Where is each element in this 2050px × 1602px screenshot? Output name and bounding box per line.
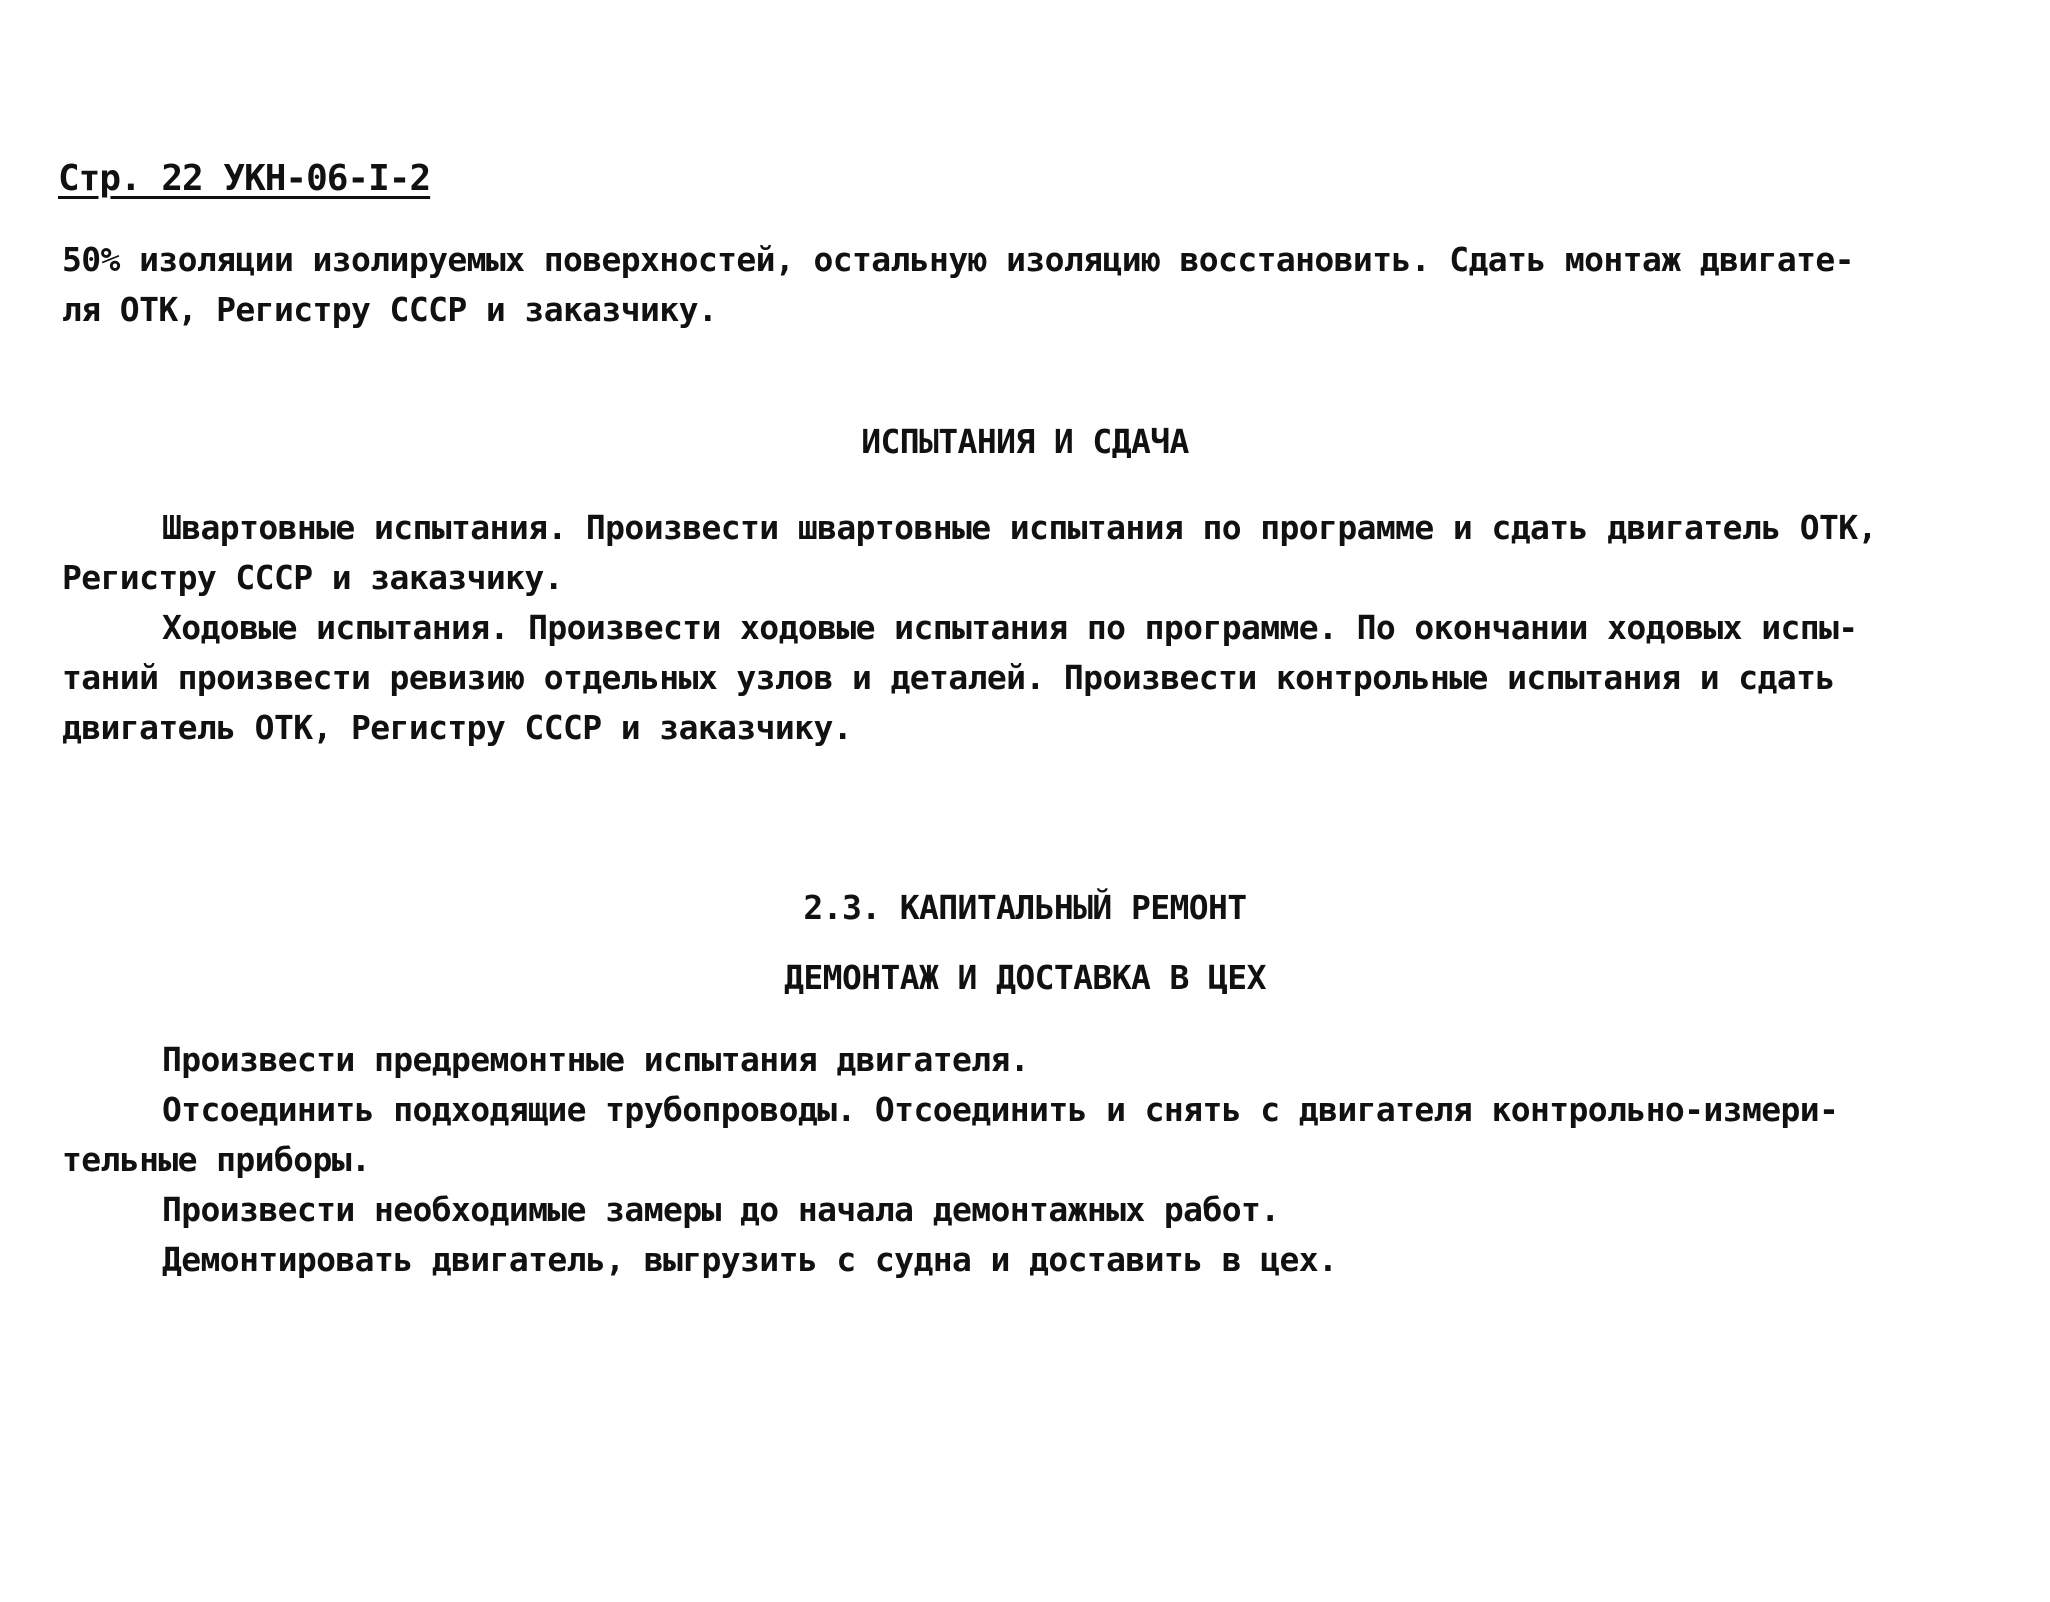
paragraph-line: Демонтировать двигатель, выгрузить с судна и доставить в цех. [162,1240,1338,1279]
section-tests-body [62,503,1982,753]
section-repair-title: 2.3. КАПИТАЛЬНЫЙ РЕМОНТ [803,888,1247,927]
section-repair-body [62,1035,1982,1285]
paragraph-line: таний произвести ревизию отдельных узлов и деталей. Произвести контрольные испытания и сдать [62,658,1835,697]
paragraph-line: тельные приборы. [62,1140,371,1179]
page-reference: Стр. 22 УКН-06-I-2 [58,158,431,199]
intro-line: 50% изоляции изолируемых поверхностей, остальную изоляцию восстановить. Сдать монтаж двигате- [62,240,1854,279]
paragraph-line: Ходовые испытания. Произвести ходовые испытания по программе. По окончании ходовых испы- [162,608,1858,647]
paragraph-line: Произвести необходимые замеры до начала демонтажных работ. [162,1190,1280,1229]
section-tests-title: ИСПЫТАНИЯ И СДАЧА [861,422,1189,461]
intro-line: ля ОТК, Регистру СССР и заказчику. [62,290,718,329]
paragraph-line: двигатель ОТК, Регистру СССР и заказчику. [62,708,852,747]
paragraph-line: Отсоединить подходящие трубопроводы. Отсоединить и снять с двигателя контрольно-измери- [162,1090,1839,1129]
intro-paragraph [62,235,1982,335]
paragraph-line: Произвести предремонтные испытания двигателя. [162,1040,1030,1079]
paragraph-line: Швартовные испытания. Произвести швартовные испытания по программе и сдать двигатель ОТК, [162,508,1877,547]
paragraph-line: Регистру СССР и заказчику. [62,558,563,597]
section-repair-subtitle: ДЕМОНТАЖ И ДОСТАВКА В ЦЕХ [784,958,1266,997]
